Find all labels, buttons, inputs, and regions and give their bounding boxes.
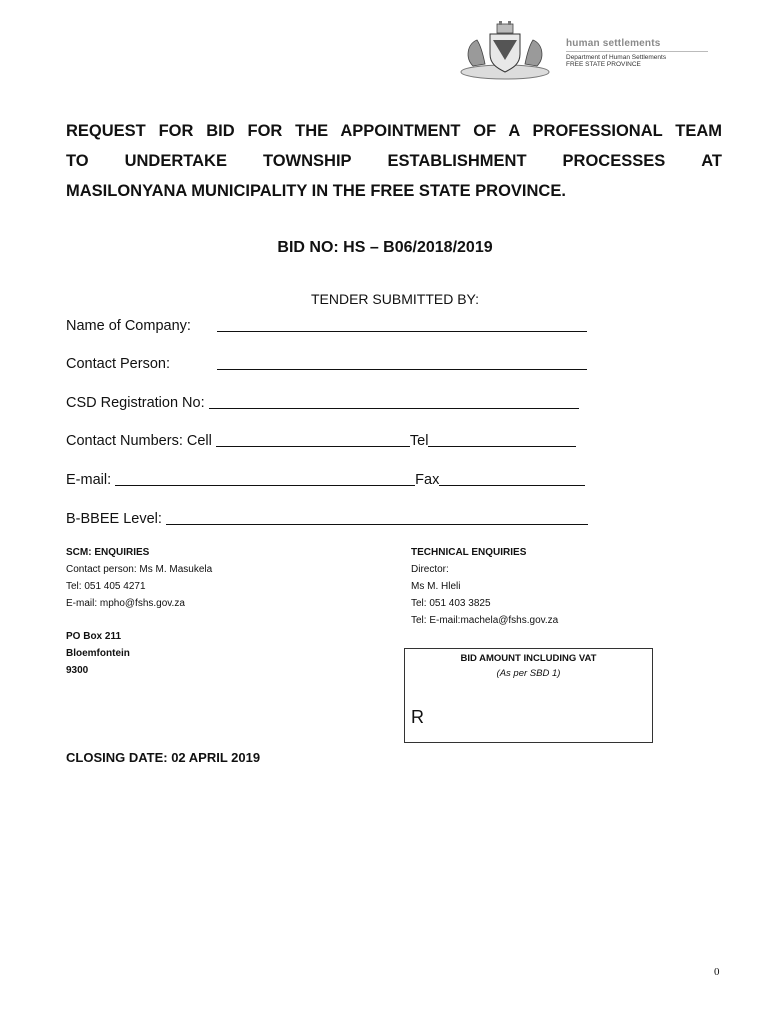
address-line-2: Bloemfontein [66,648,130,659]
department-block [566,38,716,68]
fax-input-line[interactable] [439,471,585,486]
cell-label: Contact Numbers: Cell [66,433,212,449]
title-word: AT [701,152,722,170]
email-fax-field [66,471,585,488]
document-title [66,116,722,206]
company-field [66,317,587,334]
title-word: UNDERTAKE [124,152,227,170]
closing-date: CLOSING DATE: 02 APRIL 2019 [66,750,261,765]
contact-person-input-line[interactable] [217,355,587,370]
title-line-2 [66,146,722,176]
scm-email: E-mail: mpho@fshs.gov.za [66,598,185,609]
scm-tel: Tel: 051 405 4271 [66,581,146,592]
contact-numbers-field [66,432,576,449]
title-word: TOWNSHIP [262,152,352,170]
bbbee-input-line[interactable] [166,510,588,525]
scm-contact-person: Contact person: Ms M. Masukela [66,564,213,575]
technical-email: Tel: E-mail:machela@fshs.gov.za [411,615,559,626]
fax-label: Fax [415,472,440,488]
bid-number: BID NO: HS – B06/2018/2019 [277,239,493,256]
email-input-line[interactable] [115,471,415,486]
technical-enquiries [411,544,558,629]
title-word: ESTABLISHMENT [387,152,527,170]
tender-submitted-by: TENDER SUBMITTED BY: [310,291,480,307]
csd-registration-input-line[interactable] [209,394,579,409]
scm-heading: SCM: ENQUIRIES [66,547,150,558]
technical-role: Director: [411,564,449,575]
technical-tel: Tel: 051 403 3825 [411,598,491,609]
title-word: PROCESSES [562,152,666,170]
bid-amount-currency: R [411,707,424,727]
company-input-line[interactable] [217,317,587,332]
contact-person-label: Contact Person: [66,356,170,372]
brand-name: human settlements [566,38,661,49]
address-line-1: PO Box 211 [66,631,122,642]
scm-enquiries [66,544,212,612]
csd-registration-field [66,394,579,411]
coat-of-arms-logo [455,20,555,82]
bbbee-label: B-BBEE Level: [66,511,162,527]
brand-divider [566,51,708,52]
contact-person-field [66,355,587,372]
company-label: Name of Company: [66,318,191,334]
cell-input-line[interactable] [216,432,410,447]
tel-input-line[interactable] [428,432,576,447]
title-line-3: MASILONYANA MUNICIPALITY IN THE FREE STATE PROVINCE. [66,182,566,200]
postal-address [66,628,130,679]
bid-amount-box[interactable] [404,648,653,743]
department-name: Department of Human Settlements [566,54,667,61]
technical-name: Ms M. Hleli [411,581,461,592]
technical-heading: TECHNICAL ENQUIRIES [411,547,527,558]
address-line-3: 9300 [66,665,89,676]
bbbee-field [66,510,588,527]
title-word: TO [66,152,89,170]
tel-label: Tel [409,433,429,449]
title-line-1: REQUEST FOR BID FOR THE APPOINTMENT OF A PROFESSIONAL TEAM [66,122,722,140]
province-name: FREE STATE PROVINCE [566,61,641,68]
page-number: 0 [714,966,720,978]
bid-amount-subheading: (As per SBD 1) [496,668,561,679]
csd-registration-label: CSD Registration No: [66,395,205,411]
email-label: E-mail: [66,472,112,488]
bid-amount-heading: BID AMOUNT INCLUDING VAT [460,653,597,664]
